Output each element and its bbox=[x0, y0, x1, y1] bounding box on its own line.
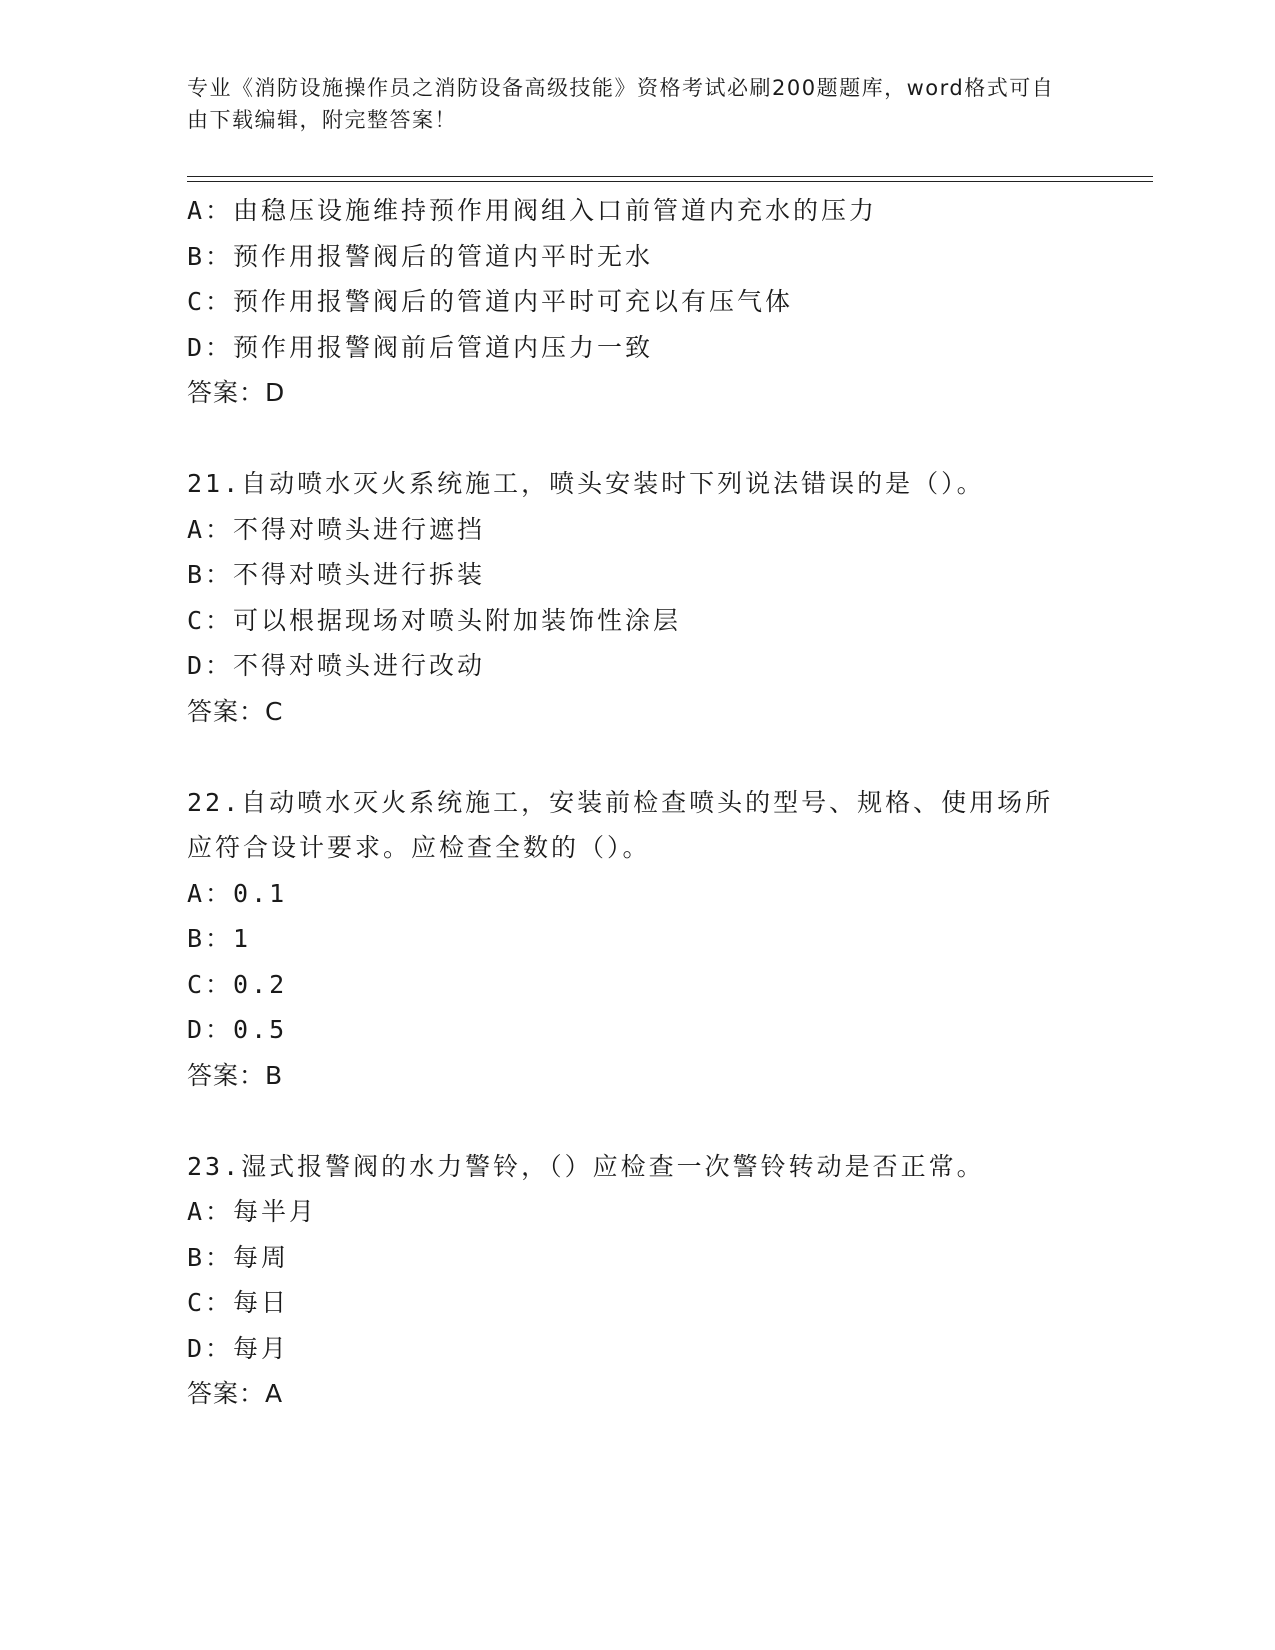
answer-line: 答案：C bbox=[187, 696, 284, 726]
option-a: A：每半月 bbox=[187, 1197, 318, 1226]
question-text: 21.自动喷水灭火系统施工，喷头安装时下列说法错误的是（）。 bbox=[187, 469, 985, 498]
question-22 bbox=[187, 780, 1087, 1099]
question-text: 22.自动喷水灭火系统施工，安装前检查喷头的型号、规格、使用场所 bbox=[187, 787, 1054, 817]
option-a: A：不得对喷头进行遮挡 bbox=[187, 514, 486, 544]
question-list bbox=[187, 188, 1087, 1417]
question-21 bbox=[187, 461, 1087, 734]
option-b: B：每周 bbox=[187, 1242, 290, 1272]
question-23 bbox=[187, 1144, 1087, 1417]
option-b: B：不得对喷头进行拆装 bbox=[187, 560, 486, 589]
spacer bbox=[187, 416, 1087, 462]
spacer bbox=[187, 1098, 1087, 1144]
option-a: A：0.1 bbox=[187, 878, 288, 908]
option-a: A：由稳压设施维持预作用阀组入口前管道内充水的压力 bbox=[187, 196, 878, 225]
option-c: C：0.2 bbox=[187, 969, 288, 999]
question-text-continued: 应符合设计要求。应检查全数的（）。 bbox=[187, 833, 651, 862]
header-rule-bottom bbox=[187, 181, 1153, 182]
option-d: D：每月 bbox=[187, 1333, 290, 1363]
option-b: B：预作用报警阀后的管道内平时无水 bbox=[187, 241, 654, 271]
question-partial bbox=[187, 188, 1087, 416]
spacer bbox=[187, 734, 1087, 780]
answer-line: 答案：A bbox=[187, 1379, 284, 1408]
option-c: C：每日 bbox=[187, 1288, 290, 1317]
option-c: C：可以根据现场对喷头附加装饰性涂层 bbox=[187, 605, 682, 635]
answer-line: 答案：B bbox=[187, 1060, 284, 1090]
document-header: 专业《消防设施操作员之消防设备高级技能》资格考试必刷200题题库，word格式可自由下载编辑，附完整答案！ bbox=[187, 76, 1055, 132]
option-b: B：1 bbox=[187, 924, 252, 953]
answer-line: 答案：D bbox=[187, 378, 286, 407]
option-d: D：不得对喷头进行改动 bbox=[187, 651, 486, 680]
option-c: C：预作用报警阀后的管道内平时可充以有压气体 bbox=[187, 287, 794, 316]
option-d: D：0.5 bbox=[187, 1015, 288, 1044]
option-d: D：预作用报警阀前后管道内压力一致 bbox=[187, 332, 654, 362]
header-rule-top bbox=[187, 176, 1153, 177]
question-text: 23.湿式报警阀的水力警铃，（）应检查一次警铃转动是否正常。 bbox=[187, 1151, 985, 1181]
